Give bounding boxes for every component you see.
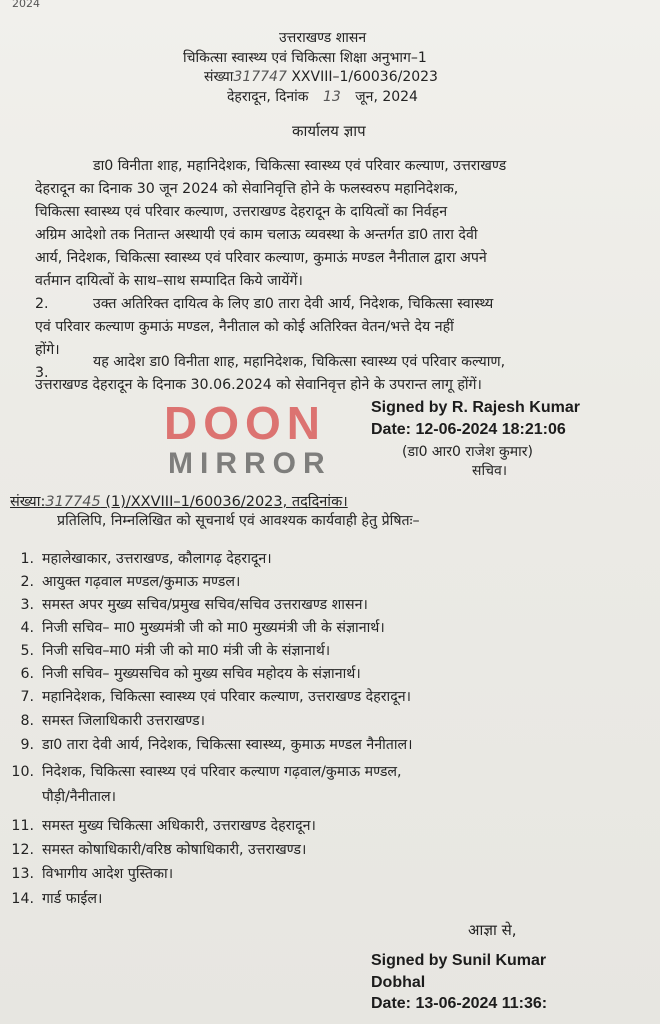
list-item-text: डा0 तारा देवी आर्य, निदेशक, चिकित्सा स्वास्थ्य, कुमाऊ मण्डल नैनीताल। bbox=[42, 737, 413, 753]
list-item-number: 13. bbox=[11, 866, 34, 882]
para3-line1: यह आदेश डा0 विनीता शाह, महानिदेशक, चिकित्सा स्वास्थ्य एवं परिवार कल्याण, bbox=[93, 354, 506, 370]
list-item-number: 5. bbox=[20, 643, 34, 659]
signature2-name: Dobhal bbox=[371, 974, 426, 991]
list-item-text: महानिदेशक, चिकित्सा स्वास्थ्य एवं परिवार कल्याण, उत्तराखण्ड देहरादून। bbox=[42, 689, 412, 705]
list-item-text: निजी सचिव– मा0 मुख्यमंत्री जी को मा0 मुख्यमंत्री जी के संज्ञानार्थ। bbox=[42, 620, 385, 636]
list-item-number: 8. bbox=[20, 713, 34, 729]
list-item bbox=[0, 738, 413, 752]
list-item bbox=[0, 819, 316, 833]
para3-line2: उत्तराखण्ड देहरादून के दिनाक 30.06.2024 को सेवानिवृत्त होने के उपरान्त लागू होंगें। bbox=[35, 377, 482, 393]
list-item-number: 12. bbox=[11, 842, 34, 858]
list-item bbox=[0, 867, 173, 881]
list-item-text: पौड़ी/नैनीताल। bbox=[42, 789, 116, 805]
para1-line6: वर्तमान दायित्वों के साथ–साथ सम्पादित किये जायेंगें। bbox=[35, 273, 303, 289]
closing-text: आज्ञा से, bbox=[468, 921, 517, 939]
list-item-number: 11. bbox=[11, 818, 34, 834]
list-item bbox=[0, 843, 306, 857]
list-item bbox=[0, 598, 368, 612]
list-item-text: निदेशक, चिकित्सा स्वास्थ्य एवं परिवार कल्याण गढ़वाल/कुमाऊ मण्डल, bbox=[42, 764, 402, 780]
list-item-number: 10. bbox=[11, 764, 34, 780]
signature1-name: (डा0 आर0 राजेश कुमार) bbox=[402, 444, 533, 460]
list-item bbox=[0, 892, 102, 906]
para2-number: 2. bbox=[35, 296, 49, 312]
watermark-mirror: MIRROR bbox=[168, 447, 332, 480]
list-item-number: 4. bbox=[20, 620, 34, 636]
para1-line2: देहरादून का दिनाक 30 जून 2024 को सेवानिवृत्ति होने के फलस्वरुप महानिदेशक, bbox=[35, 181, 459, 197]
copy-reference-prefix: संख्या: bbox=[10, 494, 46, 510]
para1-line4: अग्रिम आदेशो तक नितान्त अस्थायी एवं काम चलाऊ व्यवस्था के अन्तर्गत डा0 तारा देवी bbox=[35, 227, 478, 243]
para1-line5: आर्य, निदेशक, चिकित्सा स्वास्थ्य एवं परिवार कल्याण, कुमाऊं मण्डल नैनीताल द्वारा अपने bbox=[35, 250, 487, 266]
document-title: कार्यालय ज्ञाप bbox=[292, 122, 366, 140]
reference-prefix: संख्या bbox=[204, 69, 234, 85]
copy-reference bbox=[10, 491, 348, 511]
government-name: उत्तराखण्ड शासन bbox=[279, 30, 367, 46]
reference-handwritten-number: 317747 bbox=[233, 69, 287, 85]
para1-line3: चिकित्सा स्वास्थ्य एवं परिवार कल्याण, उत्तराखण्ड देहरादून के दायित्वों का निर्वहन bbox=[35, 204, 448, 220]
copy-reference-code: (1)/XXVIII–1/60036/2023, तददिनांक। bbox=[105, 494, 348, 510]
issue-date-day: 13 bbox=[323, 89, 341, 105]
list-item-text: निजी सचिव–मा0 मंत्री जी को मा0 मंत्री जी के संज्ञानार्थ। bbox=[42, 643, 331, 659]
reference-code: XXVIII–1/60036/2023 bbox=[291, 69, 438, 85]
top-fragment-text: 2024 bbox=[12, 0, 40, 10]
watermark-doon: DOON bbox=[164, 397, 326, 449]
reference-number bbox=[204, 67, 438, 86]
list-item bbox=[0, 690, 411, 704]
copy-intro: प्रतिलिपि, निम्नलिखित को सूचनार्थ एवं आवश्यक कार्यवाही हेतु प्रेषितः– bbox=[57, 513, 420, 529]
list-item bbox=[0, 575, 240, 589]
list-item bbox=[0, 621, 385, 635]
list-item-text: महालेखाकार, उत्तराखण्ड, कौलागढ़ देहरादून। bbox=[42, 551, 272, 567]
para2-line3: होंगे। bbox=[35, 342, 60, 358]
issue-date-prefix: देहरादून, दिनांक bbox=[227, 89, 309, 105]
signature2-date: Date: 13-06-2024 11:36: bbox=[371, 995, 548, 1012]
list-item-number: 9. bbox=[20, 737, 34, 753]
list-item bbox=[0, 790, 116, 804]
signature1-signed-by: Signed by R. Rajesh Kumar bbox=[371, 399, 580, 416]
list-item-text: समस्त मुख्य चिकित्सा अधिकारी, उत्तराखण्ड देहरादून। bbox=[42, 818, 316, 834]
signature2-signed-by: Signed by Sunil Kumar bbox=[371, 952, 547, 969]
list-item bbox=[0, 714, 205, 728]
list-item-number: 14. bbox=[11, 891, 34, 907]
department-section: चिकित्सा स्वास्थ्य एवं चिकित्सा शिक्षा अनुभाग–1 bbox=[183, 50, 427, 66]
list-item-text: समस्त जिलाधिकारी उत्तराखण्ड। bbox=[42, 713, 206, 729]
list-item-number: 6. bbox=[20, 666, 34, 682]
para2-line2: एवं परिवार कल्याण कुमाऊं मण्डल, नैनीताल को कोई अतिरिक्त वेतन/भत्ते देय नहीं bbox=[35, 319, 454, 335]
list-item-text: समस्त कोषाधिकारी/वरिष्ठ कोषाधिकारी, उत्तराखण्ड। bbox=[42, 842, 307, 858]
list-item-number: 1. bbox=[20, 551, 34, 567]
list-item-number: 3. bbox=[20, 597, 34, 613]
list-item-text: निजी सचिव– मुख्यसचिव को मुख्य सचिव महोदय के संज्ञानार्थ। bbox=[42, 666, 361, 682]
list-item bbox=[0, 667, 361, 681]
list-item-text: विभागीय आदेश पुस्तिका। bbox=[42, 866, 174, 882]
list-item bbox=[0, 552, 272, 566]
para1-line1: डा0 विनीता शाह, महानिदेशक, चिकित्सा स्वास्थ्य एवं परिवार कल्याण, उत्तराखण्ड bbox=[93, 158, 507, 174]
list-item bbox=[0, 644, 330, 658]
copy-reference-handwritten-number: 317745 bbox=[45, 494, 101, 510]
signature1-designation: सचिव। bbox=[472, 463, 508, 479]
para3-number: 3. bbox=[35, 365, 49, 381]
list-item bbox=[0, 765, 402, 779]
issue-date-month-year: जून, 2024 bbox=[355, 89, 418, 105]
list-item-number: 2. bbox=[20, 574, 34, 590]
list-item-number: 7. bbox=[20, 689, 34, 705]
issue-date bbox=[227, 87, 418, 106]
list-item-text: समस्त अपर मुख्य सचिव/प्रमुख सचिव/सचिव उत्तराखण्ड शासन। bbox=[42, 597, 368, 613]
list-item-text: गार्ड फाईल। bbox=[42, 891, 103, 907]
para2-line1: उक्त अतिरिक्त दायित्व के लिए डा0 तारा देवी आर्य, निदेशक, चिकित्सा स्वास्थ्य bbox=[93, 296, 494, 312]
list-item-text: आयुक्त गढ़वाल मण्डल/कुमाऊ मण्डल। bbox=[42, 574, 241, 590]
signature1-date: Date: 12-06-2024 18:21:06 bbox=[371, 421, 566, 438]
